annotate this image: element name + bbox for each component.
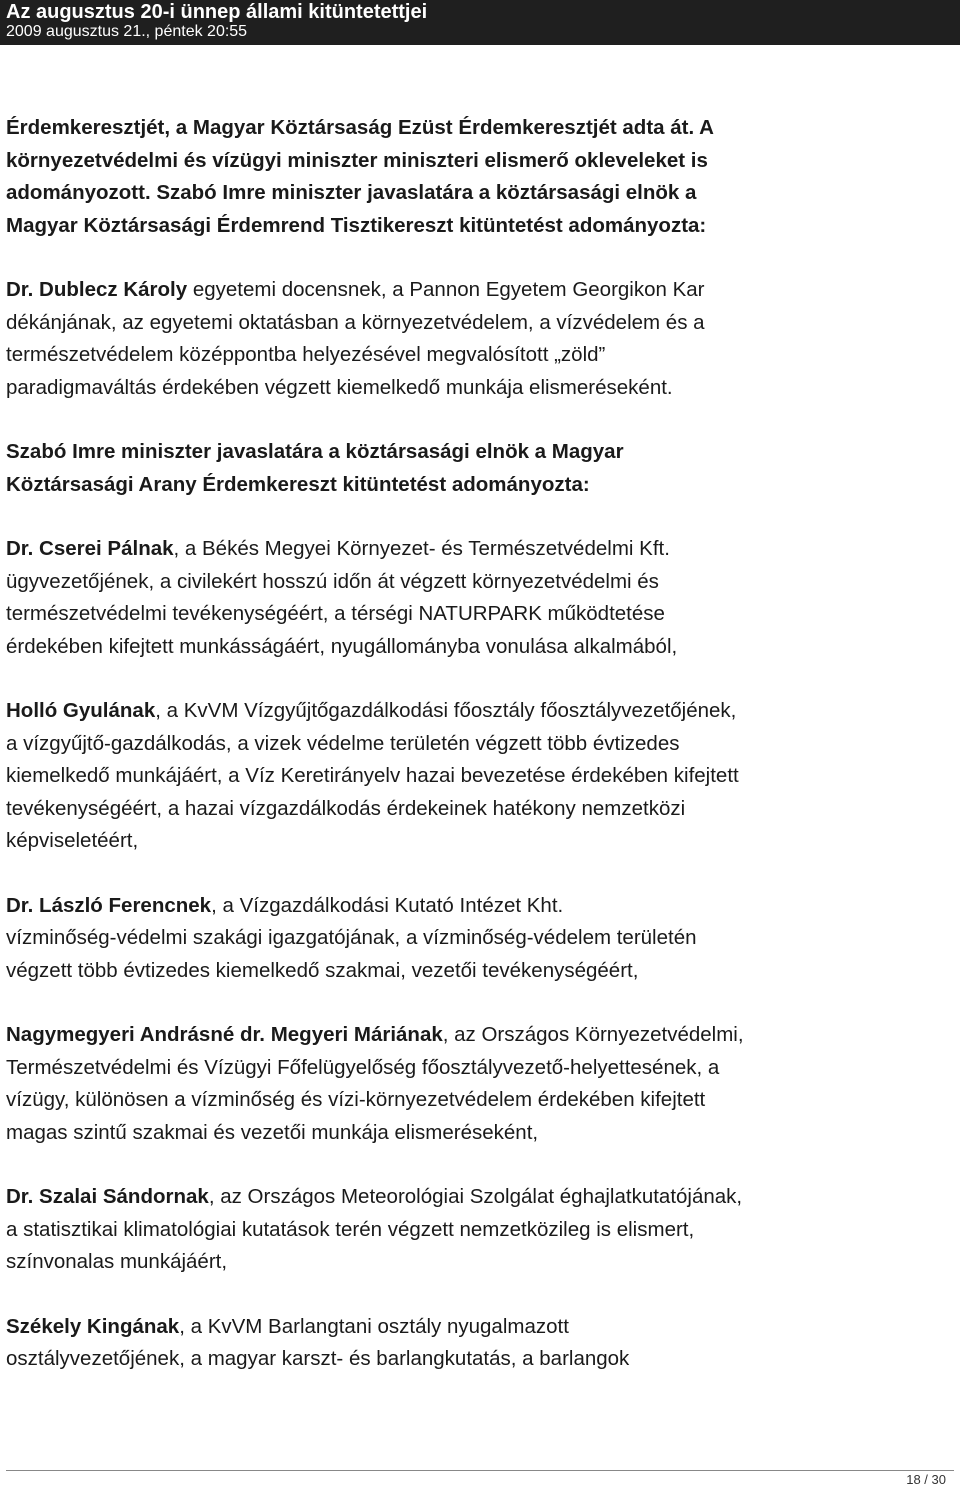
text-line: a vízgyűjtő-gazdálkodás, a vizek védelme területén végzett több évtizedes — [6, 731, 680, 755]
paragraph-section-heading — [6, 436, 956, 501]
awardee-name: Dr. Szalai Sándornak — [6, 1185, 209, 1208]
paragraph-awardee — [6, 533, 956, 663]
document-body — [6, 112, 956, 1408]
text-line: érdekében kifejtett munkásságáért, nyugállományba vonulása alkalmából, — [6, 634, 678, 658]
text-line: adományozott. Szabó Imre miniszter javaslatára a köztársasági elnök a — [6, 181, 697, 204]
paragraph-awardee — [6, 1019, 956, 1149]
awardee-name: Dr. László Ferencnek — [6, 893, 212, 917]
text-segment: , a Vízgazdálkodási Kutató Intézet Kht. — [211, 893, 564, 917]
text-line: végzett több évtizedes kiemelkedő szakmai, vezetői tevékenységéért, — [6, 958, 639, 982]
text-segment: , a KvVM Barlangtani osztály nyugalmazott — [179, 1314, 569, 1338]
text-line: magas szintű szakmai és vezetői munkája elismeréseként, — [6, 1120, 539, 1144]
text-line — [6, 890, 956, 923]
text-line: Természetvédelmi és Vízügyi Főfelügyelőség főosztályvezető-helyettesének, a — [6, 1055, 720, 1079]
text-line: kiemelkedő munkájáért, a Víz Keretirányelv hazai bevezetése érdekében kifejtett — [6, 764, 739, 787]
document-header — [0, 0, 960, 45]
text-line — [6, 1181, 956, 1214]
text-line — [6, 1311, 956, 1344]
text-line: osztályvezetőjének, a magyar karszt- és barlangkutatás, a barlangok — [6, 1347, 630, 1370]
text-line: Érdemkeresztjét, a Magyar Köztársaság Ezüst Érdemkeresztjét adta át. A — [6, 116, 714, 139]
awardee-name: Dr. Dublecz Károly — [6, 278, 188, 301]
paragraph-awardee — [6, 1311, 956, 1376]
text-line: Köztársasági Arany Érdemkereszt kitüntetést adományozta: — [6, 472, 590, 496]
text-line: Magyar Köztársasági Érdemrend Tisztikereszt kitüntetést adományozta: — [6, 213, 707, 237]
text-line: természetvédelmi tevékenységéért, a térségi NATURPARK működtetése — [6, 602, 665, 625]
text-line: paradigmaváltás érdekében végzett kiemelkedő munkája elismeréseként. — [6, 375, 673, 399]
text-segment: , a Békés Megyei Környezet- és Természetvédelmi Kft. — [173, 537, 670, 560]
paragraph-intro — [6, 112, 956, 242]
footer-divider — [6, 1470, 954, 1471]
text-line: természetvédelem középpontba helyezésével megvalósított „zöld” — [6, 343, 606, 366]
text-line — [6, 1019, 956, 1052]
text-segment: egyetemi docensnek, a Pannon Egyetem Georgikon Kar — [187, 278, 705, 301]
text-line — [6, 695, 956, 728]
text-line: színvonalas munkájáért, — [6, 1250, 228, 1273]
page-number: 18 / 30 — [906, 1472, 946, 1487]
text-line — [6, 274, 956, 307]
awardee-name: Nagymegyeri Andrásné dr. Megyeri Máriának — [6, 1023, 443, 1046]
text-line: a statisztikai klimatológiai kutatások terén végzett nemzetközileg is elismert, — [6, 1217, 695, 1241]
text-line: Szabó Imre miniszter javaslatára a köztársasági elnök a Magyar — [6, 440, 624, 463]
awardee-name: Dr. Cserei Pálnak — [6, 537, 174, 560]
paragraph-awardee — [6, 1181, 956, 1279]
text-line: tevékenységéért, a hazai vízgazdálkodás érdekeinek hatékony nemzetközi — [6, 796, 686, 820]
paragraph-awardee — [6, 890, 956, 988]
text-line: dékánjának, az egyetemi oktatásban a környezetvédelem, a vízvédelem és a — [6, 310, 705, 334]
paragraph-awardee — [6, 274, 956, 404]
document-title: Az augusztus 20-i ünnep állami kitüntetettjei — [6, 1, 428, 23]
awardee-name: Székely Kingának — [6, 1314, 180, 1338]
text-segment: , az Országos Meteorológiai Szolgálat éghajlatkutatójának, — [208, 1185, 743, 1208]
text-segment: , a KvVM Vízgyűjtőgazdálkodási főosztály főosztályvezetőjének, — [155, 699, 737, 722]
text-line: ügyvezetőjének, a civilekért hosszú időn át végzett környezetvédelmi és — [6, 569, 659, 593]
text-line: környezetvédelmi és vízügyi miniszter miniszteri elismerő okleveleket is — [6, 148, 708, 172]
text-segment: , az Országos Környezetvédelmi, — [442, 1023, 744, 1046]
text-line — [6, 533, 956, 566]
text-line: képviseletéért, — [6, 829, 139, 852]
text-line: vízminőség-védelmi szakági igazgatójának, a vízminőség-védelem területén — [6, 926, 697, 949]
paragraph-awardee — [6, 695, 956, 858]
publish-date: 2009 augusztus 21., péntek 20:55 — [6, 23, 248, 40]
awardee-name: Holló Gyulának — [6, 699, 156, 722]
text-line: vízügy, különösen a vízminőség és vízi-környezetvédelem érdekében kifejtett — [6, 1088, 706, 1111]
